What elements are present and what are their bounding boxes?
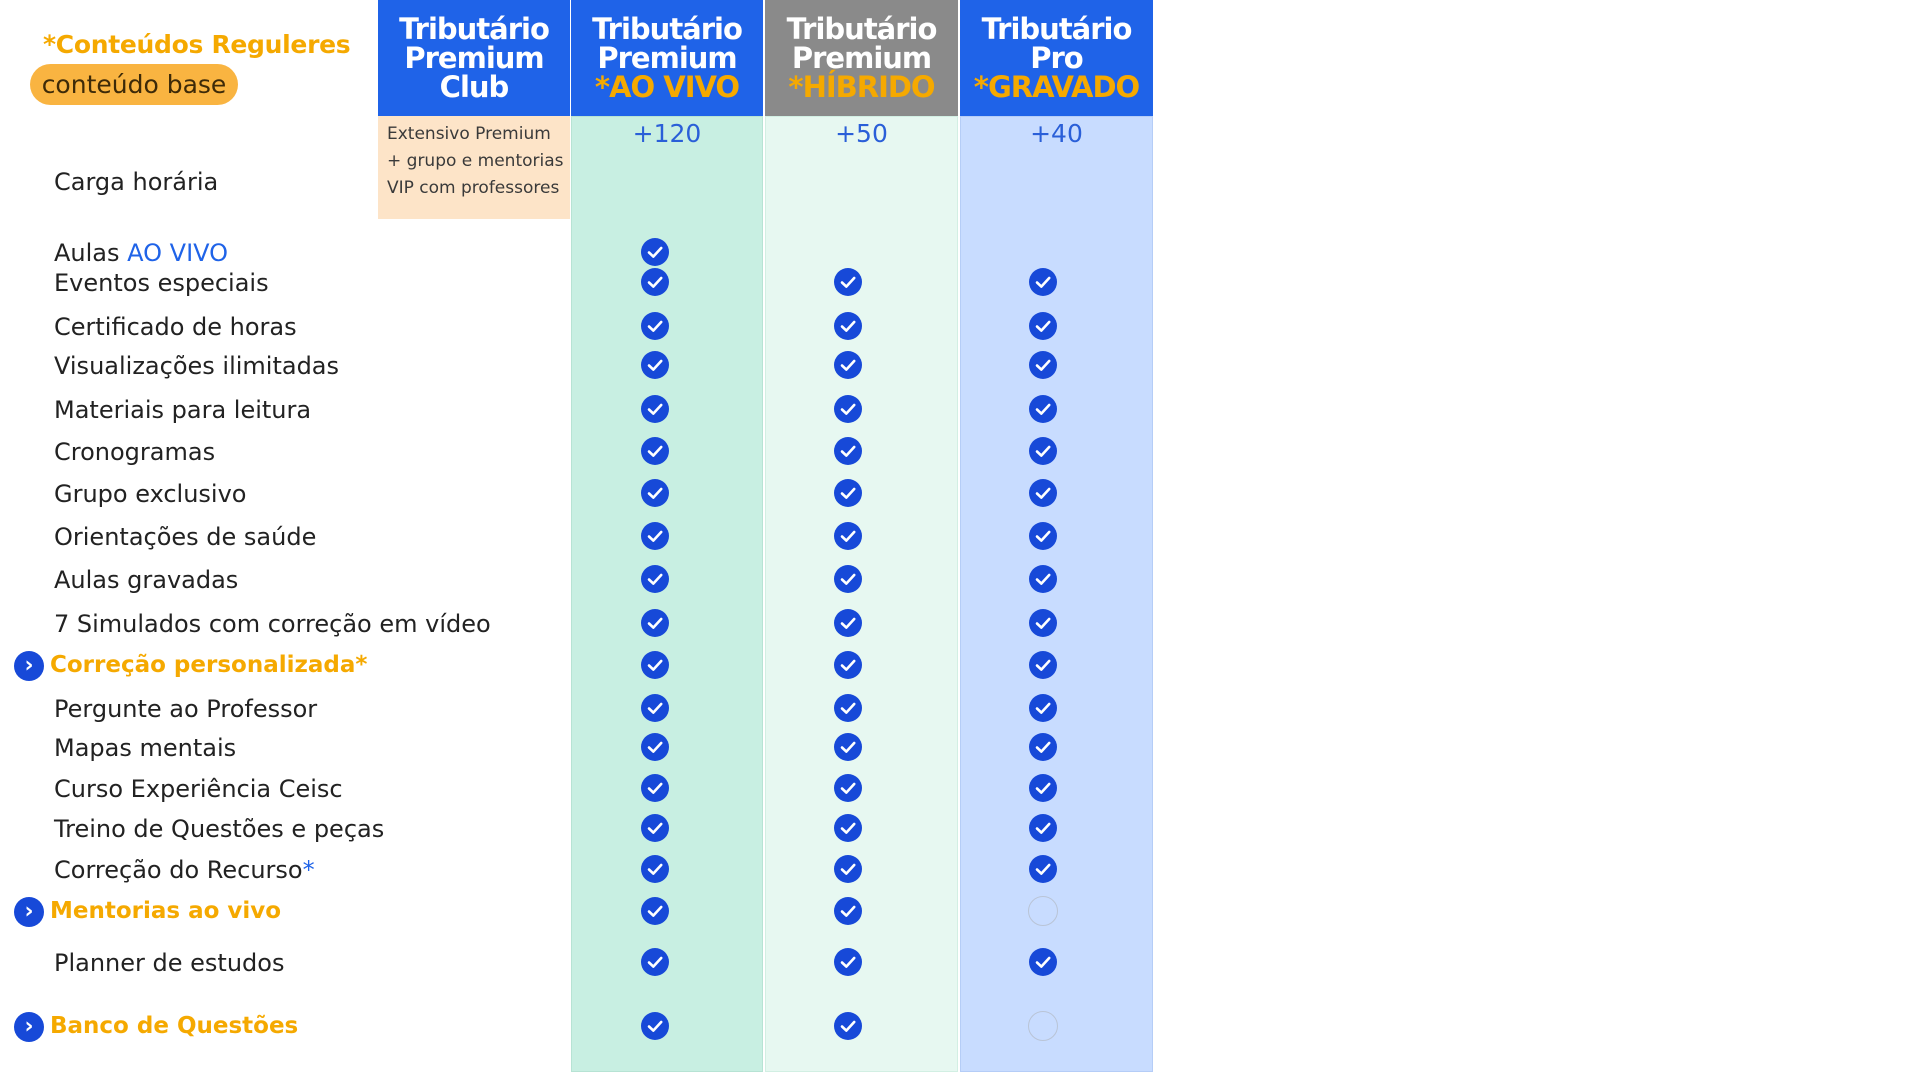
feature-label bbox=[54, 313, 297, 341]
feature-label-text: Correção personalizada* bbox=[50, 652, 368, 678]
check-circle-icon bbox=[640, 521, 670, 551]
feature-label bbox=[50, 898, 281, 924]
column-header-pro bbox=[960, 0, 1153, 116]
feature-label bbox=[54, 438, 215, 466]
feature-label-text: Curso Experiência Ceisc bbox=[54, 775, 343, 803]
check-circle-icon bbox=[1028, 732, 1058, 762]
column-header-live bbox=[571, 0, 763, 116]
column-header-line: Premium bbox=[404, 40, 544, 75]
check-circle-icon bbox=[1028, 854, 1058, 884]
check-circle-icon bbox=[833, 394, 863, 424]
check-circle-icon bbox=[1028, 521, 1058, 551]
feature-label bbox=[54, 610, 491, 638]
feature-label bbox=[54, 269, 269, 297]
feature-label-text: Banco de Questões bbox=[50, 1013, 299, 1039]
hours-pro: +40 bbox=[1030, 119, 1083, 148]
chevron-right-icon: › bbox=[14, 897, 44, 927]
column-header-line: Tributário bbox=[399, 11, 549, 46]
check-circle-icon bbox=[833, 267, 863, 297]
chevron-right-icon: › bbox=[14, 651, 44, 681]
chevron-right-icon: › bbox=[14, 1012, 44, 1042]
check-circle-icon bbox=[640, 693, 670, 723]
check-circle-icon bbox=[833, 564, 863, 594]
feature-label bbox=[54, 856, 315, 884]
hours-live: +120 bbox=[632, 119, 702, 148]
check-circle-icon bbox=[1028, 773, 1058, 803]
check-circle-icon bbox=[640, 237, 670, 267]
check-circle-icon bbox=[833, 650, 863, 680]
check-circle-icon bbox=[640, 813, 670, 843]
feature-label-text: Materiais para leitura bbox=[54, 396, 312, 424]
empty-circle-icon bbox=[1028, 1011, 1058, 1041]
column-header-mode: *AO VIVO bbox=[594, 69, 740, 104]
carga-horaria-label: Carga horária bbox=[54, 168, 219, 196]
column-header-line: Tributário bbox=[786, 11, 937, 46]
check-circle-icon bbox=[640, 650, 670, 680]
column-header-line: Pro bbox=[1030, 40, 1083, 75]
check-circle-icon bbox=[833, 947, 863, 977]
check-circle-icon bbox=[833, 311, 863, 341]
check-circle-icon bbox=[640, 854, 670, 884]
check-circle-icon bbox=[833, 478, 863, 508]
feature-label bbox=[54, 480, 246, 508]
feature-label-text: Treino de Questões e peças bbox=[54, 815, 385, 843]
feature-label bbox=[54, 775, 343, 803]
column-header-line: Tributário bbox=[981, 11, 1132, 46]
check-circle-icon bbox=[640, 608, 670, 638]
check-circle-icon bbox=[1028, 436, 1058, 466]
check-circle-icon bbox=[833, 896, 863, 926]
feature-label-text: Certificado de horas bbox=[54, 313, 297, 341]
check-circle-icon bbox=[833, 1011, 863, 1041]
column-header-line: Premium bbox=[791, 40, 932, 75]
feature-label bbox=[54, 352, 339, 380]
feature-label-text: Grupo exclusivo bbox=[54, 480, 247, 508]
feature-label-text: Correção do Recurso bbox=[54, 856, 303, 884]
check-circle-icon bbox=[640, 436, 670, 466]
column-header-hybrid bbox=[765, 0, 958, 116]
feature-label-text: Aulas gravadas bbox=[54, 566, 239, 594]
check-circle-icon bbox=[1028, 311, 1058, 341]
section-title: *Conteúdos Reguleres bbox=[43, 30, 351, 59]
check-circle-icon bbox=[640, 267, 670, 297]
check-circle-icon bbox=[1028, 564, 1058, 594]
feature-label-text: Cronogramas bbox=[54, 438, 216, 466]
feature-label bbox=[54, 396, 311, 424]
feature-label-text: 7 Simulados com correção em vídeo bbox=[54, 610, 491, 638]
check-circle-icon bbox=[833, 773, 863, 803]
column-header-mode: *HÍBRIDO bbox=[788, 69, 935, 104]
column-header-mode: *GRAVADO bbox=[973, 69, 1140, 104]
check-circle-icon bbox=[640, 478, 670, 508]
check-circle-icon bbox=[1028, 478, 1058, 508]
feature-label bbox=[50, 1013, 298, 1039]
check-circle-icon bbox=[1028, 608, 1058, 638]
feature-label bbox=[54, 815, 384, 843]
feature-label-text: Mapas mentais bbox=[54, 734, 237, 762]
check-circle-icon bbox=[833, 693, 863, 723]
check-circle-icon bbox=[640, 896, 670, 926]
column-header-line: Club bbox=[439, 69, 509, 104]
column-header-line: Premium bbox=[597, 40, 737, 75]
check-circle-icon bbox=[833, 732, 863, 762]
check-circle-icon bbox=[640, 1011, 670, 1041]
check-circle-icon bbox=[833, 854, 863, 884]
column-header-club bbox=[378, 0, 570, 116]
check-circle-icon bbox=[640, 350, 670, 380]
feature-label-text: Pergunte ao Professor bbox=[54, 695, 318, 723]
check-circle-icon bbox=[1028, 947, 1058, 977]
check-circle-icon bbox=[1028, 813, 1058, 843]
feature-label-text: Orientações de saúde bbox=[54, 523, 317, 551]
check-circle-icon bbox=[640, 564, 670, 594]
check-circle-icon bbox=[1028, 693, 1058, 723]
feature-label-text: Eventos especiais bbox=[54, 269, 269, 297]
check-circle-icon bbox=[833, 521, 863, 551]
check-circle-icon bbox=[833, 436, 863, 466]
check-circle-icon bbox=[640, 947, 670, 977]
check-circle-icon bbox=[833, 350, 863, 380]
feature-label-text: Visualizações ilimitadas bbox=[54, 352, 340, 380]
feature-label bbox=[54, 566, 238, 594]
check-circle-icon bbox=[1028, 650, 1058, 680]
feature-label-highlight: * bbox=[302, 856, 315, 884]
check-circle-icon bbox=[640, 311, 670, 341]
hours-hybrid: +50 bbox=[835, 119, 888, 148]
feature-label bbox=[54, 239, 228, 267]
column-header-line: Tributário bbox=[592, 11, 742, 46]
club-description: Extensivo Premium + grupo e mentorias VIP com professores bbox=[387, 124, 564, 198]
feature-label-text: Mentorias ao vivo bbox=[50, 898, 282, 924]
check-circle-icon bbox=[833, 608, 863, 638]
check-circle-icon bbox=[640, 773, 670, 803]
feature-label bbox=[54, 949, 284, 977]
check-circle-icon bbox=[640, 394, 670, 424]
base-content-pill: conteúdo base bbox=[30, 64, 238, 105]
check-circle-icon bbox=[640, 732, 670, 762]
empty-circle-icon bbox=[1028, 896, 1058, 926]
check-circle-icon bbox=[1028, 394, 1058, 424]
feature-label-text: Aulas bbox=[54, 239, 128, 267]
feature-label-highlight: AO VIVO bbox=[127, 239, 229, 267]
feature-label bbox=[50, 652, 367, 678]
feature-label-text: Planner de estudos bbox=[54, 949, 285, 977]
check-circle-icon bbox=[833, 813, 863, 843]
check-circle-icon bbox=[1028, 350, 1058, 380]
feature-label bbox=[54, 523, 316, 551]
check-circle-icon bbox=[1028, 267, 1058, 297]
feature-label bbox=[54, 695, 317, 723]
feature-label bbox=[54, 734, 236, 762]
